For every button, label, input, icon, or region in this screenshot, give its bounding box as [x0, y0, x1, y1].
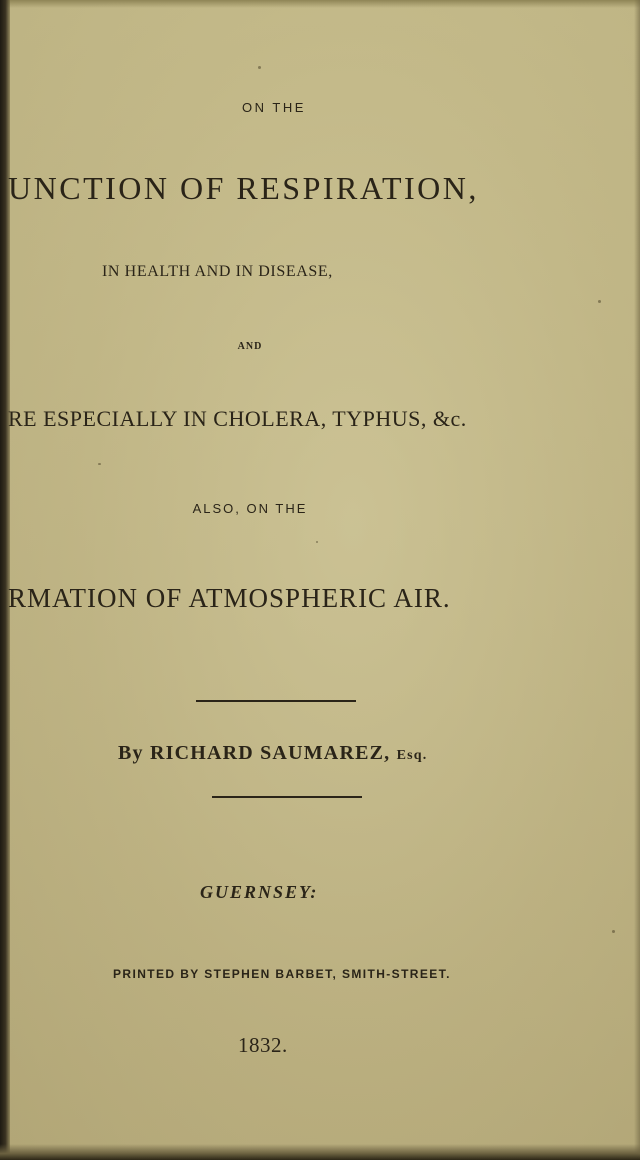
author-esq: Esq.: [396, 748, 428, 763]
divider-rule: [212, 796, 362, 798]
on-the-heading: ON THE: [242, 100, 306, 115]
divider-rule: [196, 700, 356, 702]
page-bottom-edge: [0, 1144, 640, 1160]
printer-imprint: PRINTED BY STEPHEN BARBET, SMITH-STREET.: [113, 967, 451, 981]
and-connector: AND: [237, 341, 263, 352]
paper-speck: [612, 930, 615, 933]
second-title: RMATION OF ATMOSPHERIC AIR.: [8, 583, 451, 613]
place-of-publication: GUERNSEY:: [200, 882, 319, 902]
paper-speck: [598, 300, 601, 303]
especially-line: RE ESPECIALLY IN CHOLERA, TYPHUS, &c.: [8, 406, 467, 431]
paper-speck: [258, 66, 261, 69]
author-by: By: [118, 742, 144, 764]
book-title: UNCTION OF RESPIRATION,: [8, 170, 479, 206]
author-line: [118, 742, 640, 765]
paper-speck: [98, 463, 101, 465]
also-on-the-heading: ALSO, ON THE: [192, 501, 308, 516]
paper-speck: [316, 541, 318, 543]
publication-year: 1832.: [238, 1033, 288, 1057]
subtitle: IN HEALTH AND IN DISEASE,: [102, 263, 333, 280]
author-name: RICHARD SAUMAREZ,: [149, 742, 391, 764]
page-top-edge: [0, 0, 640, 8]
